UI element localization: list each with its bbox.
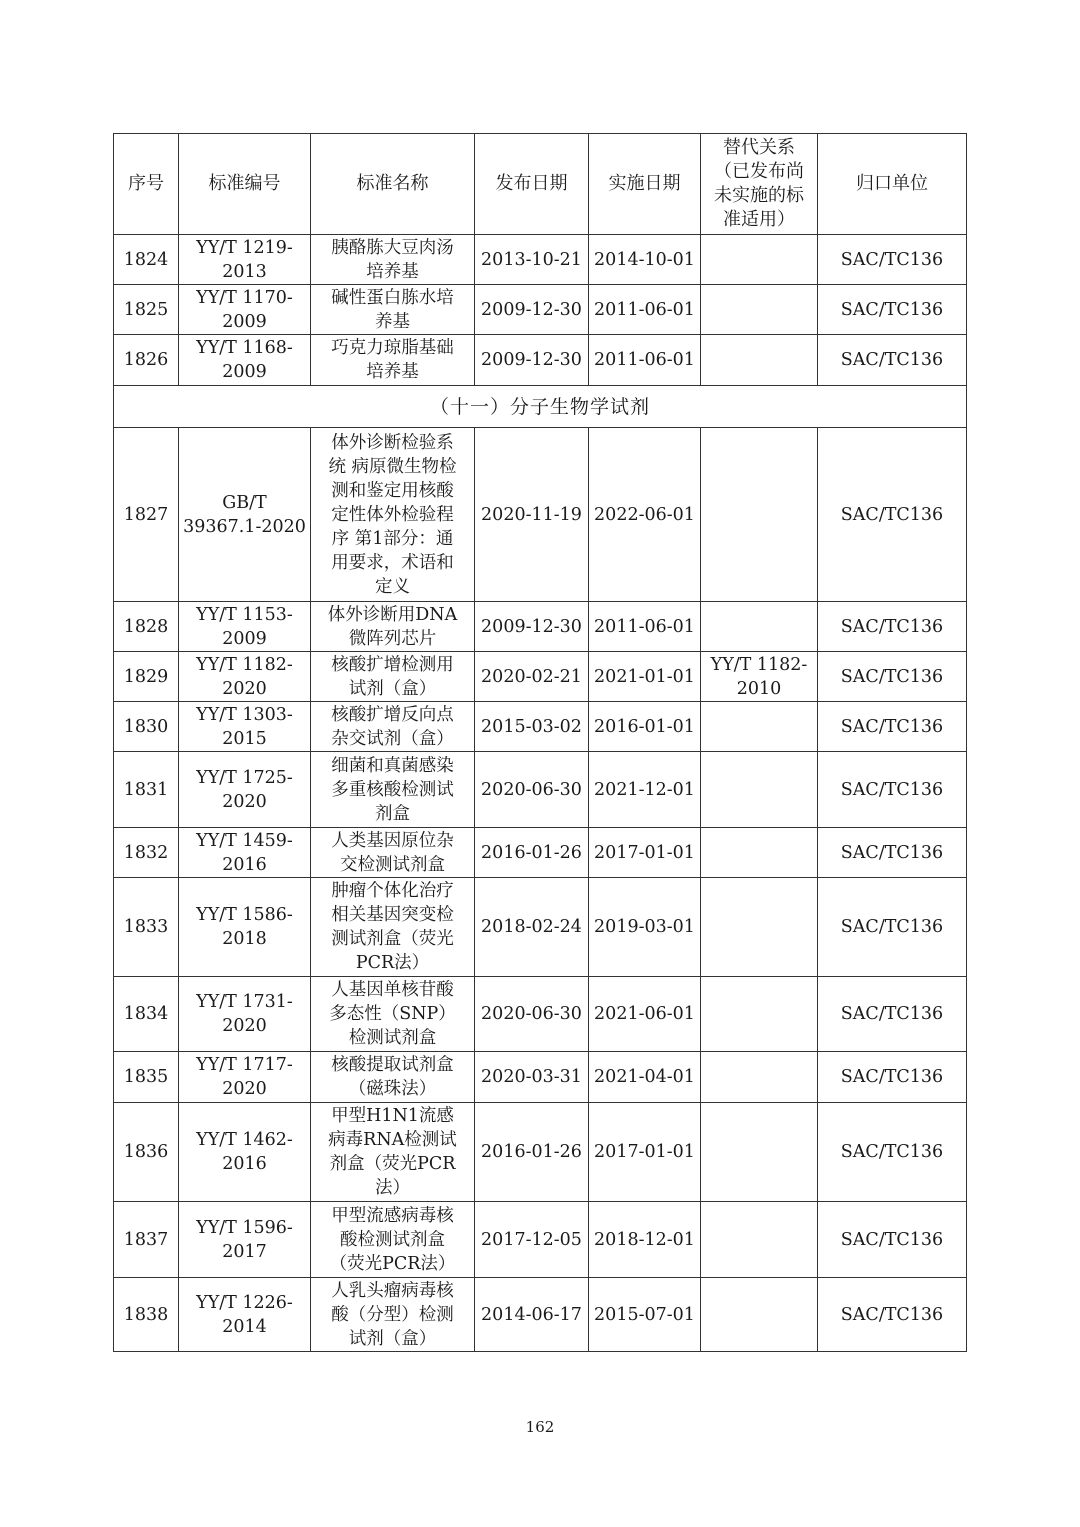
cell-seq: 1828 (114, 602, 179, 652)
page-number: 162 (525, 1418, 555, 1436)
cell-seq: 1825 (114, 285, 179, 335)
cell-replacement (701, 977, 818, 1052)
cell-code: YY/T 1226- 2014 (179, 1278, 311, 1352)
cell-name: 甲型流感病毒核酸检测试剂盒（荧光PCR法） (311, 1202, 475, 1278)
cell-replacement (701, 285, 818, 335)
cell-impl-date: 2022-06-01 (589, 428, 701, 602)
cell-replacement (701, 1202, 818, 1278)
cell-replacement (701, 1278, 818, 1352)
table-row (114, 878, 967, 977)
header-pub-date: 发布日期 (475, 134, 589, 235)
cell-impl-date: 2021-01-01 (589, 652, 701, 702)
cell-impl-date: 2011-06-01 (589, 602, 701, 652)
cell-pub-date: 2018-02-24 (475, 878, 589, 977)
table-row (114, 652, 967, 702)
cell-name: 人类基因原位杂交检测试剂盒 (311, 828, 475, 878)
cell-seq: 1836 (114, 1103, 179, 1202)
cell-impl-date: 2011-06-01 (589, 285, 701, 335)
cell-pub-date: 2014-06-17 (475, 1278, 589, 1352)
cell-org: SAC/TC136 (818, 1278, 967, 1352)
table-row (114, 285, 967, 335)
cell-code: YY/T 1168- 2009 (179, 335, 311, 386)
cell-impl-date: 2016-01-01 (589, 702, 701, 752)
table-row (114, 1103, 967, 1202)
cell-org: SAC/TC136 (818, 1202, 967, 1278)
cell-pub-date: 2020-02-21 (475, 652, 589, 702)
cell-replacement (701, 752, 818, 828)
standards-table (113, 133, 967, 1352)
cell-seq: 1830 (114, 702, 179, 752)
cell-org: SAC/TC136 (818, 752, 967, 828)
cell-name: 肿瘤个体化治疗相关基因突变检测试剂盒（荧光PCR法） (311, 878, 475, 977)
table-row (114, 702, 967, 752)
cell-seq: 1837 (114, 1202, 179, 1278)
header-replacement: 替代关系（已发布尚未实施的标准适用） (701, 134, 818, 235)
cell-impl-date: 2021-06-01 (589, 977, 701, 1052)
cell-pub-date: 2009-12-30 (475, 602, 589, 652)
cell-org: SAC/TC136 (818, 828, 967, 878)
cell-code: YY/T 1717- 2020 (179, 1052, 311, 1103)
cell-pub-date: 2015-03-02 (475, 702, 589, 752)
cell-replacement (701, 235, 818, 285)
cell-impl-date: 2014-10-01 (589, 235, 701, 285)
table-row (114, 1202, 967, 1278)
cell-pub-date: 2020-03-31 (475, 1052, 589, 1103)
cell-impl-date: 2019-03-01 (589, 878, 701, 977)
header-seq: 序号 (114, 134, 179, 235)
table-body-after (114, 428, 967, 1352)
cell-name: 巧克力琼脂基础培养基 (311, 335, 475, 386)
header-impl-date: 实施日期 (589, 134, 701, 235)
cell-code: YY/T 1303- 2015 (179, 702, 311, 752)
cell-code: YY/T 1596- 2017 (179, 1202, 311, 1278)
cell-replacement (701, 428, 818, 602)
cell-name: 人基因单核苷酸多态性（SNP）检测试剂盒 (311, 977, 475, 1052)
cell-name: 甲型H1N1流感病毒RNA检测试剂盒（荧光PCR法） (311, 1103, 475, 1202)
cell-replacement (701, 702, 818, 752)
cell-name: 核酸提取试剂盒（磁珠法） (311, 1052, 475, 1103)
cell-impl-date: 2021-04-01 (589, 1052, 701, 1103)
cell-seq: 1826 (114, 335, 179, 386)
cell-code: YY/T 1725- 2020 (179, 752, 311, 828)
table-row (114, 828, 967, 878)
cell-name: 核酸扩增检测用试剂（盒） (311, 652, 475, 702)
cell-name: 体外诊断用DNA微阵列芯片 (311, 602, 475, 652)
header-row (114, 134, 967, 235)
table-row (114, 602, 967, 652)
cell-code: YY/T 1153- 2009 (179, 602, 311, 652)
cell-impl-date: 2017-01-01 (589, 828, 701, 878)
cell-replacement (701, 1103, 818, 1202)
cell-impl-date: 2017-01-01 (589, 1103, 701, 1202)
cell-code: GB/T 39367.1-2020 (179, 428, 311, 602)
section-row (114, 386, 967, 428)
cell-impl-date: 2015-07-01 (589, 1278, 701, 1352)
cell-org: SAC/TC136 (818, 335, 967, 386)
cell-org: SAC/TC136 (818, 1052, 967, 1103)
table-row (114, 428, 967, 602)
cell-name: 碱性蛋白胨水培养基 (311, 285, 475, 335)
cell-pub-date: 2020-06-30 (475, 752, 589, 828)
cell-seq: 1834 (114, 977, 179, 1052)
table-row (114, 335, 967, 386)
cell-pub-date: 2016-01-26 (475, 828, 589, 878)
cell-replacement (701, 1052, 818, 1103)
header-code: 标准编号 (179, 134, 311, 235)
cell-seq: 1831 (114, 752, 179, 828)
cell-name: 人乳头瘤病毒核酸（分型）检测试剂（盒） (311, 1278, 475, 1352)
cell-pub-date: 2009-12-30 (475, 335, 589, 386)
table-row (114, 1052, 967, 1103)
cell-seq: 1829 (114, 652, 179, 702)
cell-seq: 1832 (114, 828, 179, 878)
section-title: （十一）分子生物学试剂 (114, 386, 967, 428)
cell-org: SAC/TC136 (818, 702, 967, 752)
cell-pub-date: 2020-11-19 (475, 428, 589, 602)
cell-org: SAC/TC136 (818, 652, 967, 702)
cell-name: 核酸扩增反向点杂交试剂（盒） (311, 702, 475, 752)
cell-name: 细菌和真菌感染多重核酸检测试剂盒 (311, 752, 475, 828)
section-body (114, 386, 967, 428)
table-row (114, 752, 967, 828)
cell-code: YY/T 1462- 2016 (179, 1103, 311, 1202)
cell-seq: 1827 (114, 428, 179, 602)
cell-pub-date: 2013-10-21 (475, 235, 589, 285)
cell-seq: 1838 (114, 1278, 179, 1352)
cell-replacement (701, 828, 818, 878)
cell-org: SAC/TC136 (818, 602, 967, 652)
cell-replacement (701, 602, 818, 652)
cell-code: YY/T 1219- 2013 (179, 235, 311, 285)
cell-seq: 1835 (114, 1052, 179, 1103)
cell-seq: 1824 (114, 235, 179, 285)
cell-replacement (701, 335, 818, 386)
cell-seq: 1833 (114, 878, 179, 977)
cell-org: SAC/TC136 (818, 428, 967, 602)
cell-replacement: YY/T 1182- 2010 (701, 652, 818, 702)
header-name: 标准名称 (311, 134, 475, 235)
cell-name: 胰酪胨大豆肉汤培养基 (311, 235, 475, 285)
cell-impl-date: 2011-06-01 (589, 335, 701, 386)
cell-pub-date: 2016-01-26 (475, 1103, 589, 1202)
cell-org: SAC/TC136 (818, 1103, 967, 1202)
cell-code: YY/T 1459- 2016 (179, 828, 311, 878)
cell-pub-date: 2017-12-05 (475, 1202, 589, 1278)
cell-org: SAC/TC136 (818, 235, 967, 285)
cell-replacement (701, 878, 818, 977)
table-row (114, 977, 967, 1052)
cell-org: SAC/TC136 (818, 977, 967, 1052)
cell-impl-date: 2021-12-01 (589, 752, 701, 828)
cell-code: YY/T 1731- 2020 (179, 977, 311, 1052)
cell-code: YY/T 1170- 2009 (179, 285, 311, 335)
cell-org: SAC/TC136 (818, 285, 967, 335)
header-org: 归口单位 (818, 134, 967, 235)
cell-pub-date: 2009-12-30 (475, 285, 589, 335)
cell-org: SAC/TC136 (818, 878, 967, 977)
table-row (114, 1278, 967, 1352)
cell-code: YY/T 1182- 2020 (179, 652, 311, 702)
cell-impl-date: 2018-12-01 (589, 1202, 701, 1278)
table-body-before (114, 235, 967, 386)
cell-name: 体外诊断检验系统 病原微生物检测和鉴定用核酸定性体外检验程序 第1部分：通用要求，术语和定义 (311, 428, 475, 602)
table-row (114, 235, 967, 285)
cell-pub-date: 2020-06-30 (475, 977, 589, 1052)
cell-code: YY/T 1586- 2018 (179, 878, 311, 977)
